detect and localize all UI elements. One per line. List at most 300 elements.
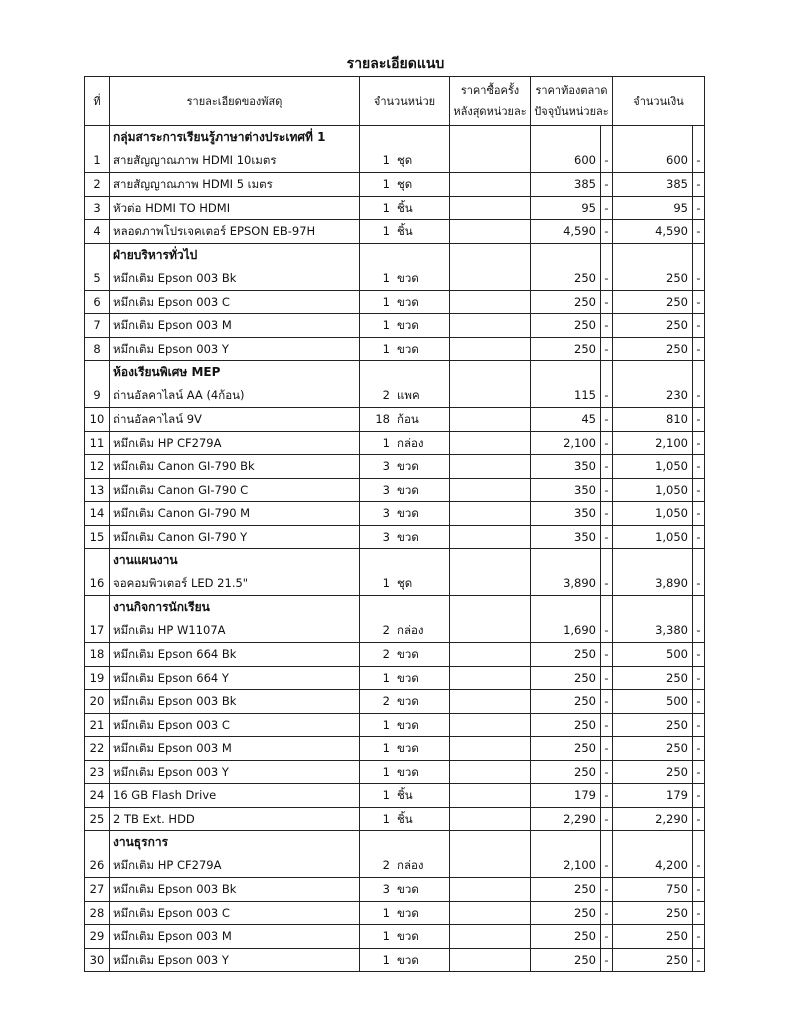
item-last-price	[450, 666, 531, 690]
item-desc: หมึกเติม Epson 003 Y	[110, 337, 360, 361]
item-qty-cell	[360, 243, 450, 290]
item-no: 6	[85, 290, 110, 314]
item-qty-cell	[360, 290, 450, 314]
item-desc: หมึกเติม HP CF279A	[113, 858, 222, 872]
item-qty: 1	[382, 952, 390, 967]
item-last-price	[450, 690, 531, 714]
item-total: 250	[613, 243, 693, 290]
item-no: 7	[85, 314, 110, 338]
item-unit: ขวด	[397, 764, 419, 779]
item-no: 14	[85, 502, 110, 526]
header-desc: รายละเอียดของพัสดุ	[110, 77, 360, 126]
item-unit: ชุด	[397, 153, 413, 167]
item-unit: ขวด	[397, 459, 419, 474]
item-qty: 1	[382, 435, 390, 450]
header-market-price-line1: ราคาท้องตลาด	[535, 84, 608, 97]
item-total: 250	[613, 666, 693, 690]
item-last-price	[450, 126, 531, 173]
item-market-price: 250	[531, 925, 601, 949]
item-market-price: 350	[531, 478, 601, 502]
total-dash: -	[693, 831, 705, 878]
item-desc: หัวต่อ HDMI TO HDMI	[110, 196, 360, 220]
table-row	[85, 243, 705, 290]
item-no: 19	[85, 666, 110, 690]
item-unit: กล่อง	[397, 435, 424, 450]
item-market-price: 250	[531, 314, 601, 338]
item-market-price: 2,290	[531, 807, 601, 831]
item-total: 2,290	[613, 807, 693, 831]
item-last-price	[450, 831, 531, 878]
total-dash: -	[693, 760, 705, 784]
price-dash: -	[601, 502, 613, 526]
table-row	[85, 408, 705, 432]
item-market-price: 250	[531, 948, 601, 972]
item-last-price	[450, 784, 531, 808]
item-no: 9	[85, 361, 110, 408]
item-no: 11	[85, 431, 110, 455]
price-dash: -	[601, 878, 613, 902]
item-total: 385	[613, 173, 693, 197]
item-unit: ขวด	[397, 647, 419, 662]
item-qty-cell	[360, 126, 450, 173]
item-desc-cell	[110, 243, 360, 290]
item-desc: หมึกเติม Canon GI-790 Y	[110, 525, 360, 549]
item-total: 500	[613, 643, 693, 667]
item-qty: 18	[375, 412, 390, 427]
item-last-price	[450, 314, 531, 338]
header-last-price	[450, 77, 531, 126]
price-dash: -	[601, 455, 613, 479]
item-unit: ขวด	[397, 952, 419, 967]
item-unit: ชิ้น	[397, 224, 413, 239]
item-no: 20	[85, 690, 110, 714]
price-dash: -	[601, 431, 613, 455]
item-qty-cell	[360, 337, 450, 361]
item-no: 22	[85, 737, 110, 761]
item-qty-cell	[360, 173, 450, 197]
total-dash: -	[693, 737, 705, 761]
item-unit: ขวด	[397, 694, 419, 709]
item-total: 1,050	[613, 455, 693, 479]
header-last-price-line2: หลังสุดหน่วยละ	[453, 105, 527, 118]
item-unit: ขวด	[397, 318, 419, 333]
table-row	[85, 337, 705, 361]
item-desc: 2 TB Ext. HDD	[110, 807, 360, 831]
price-dash: -	[601, 713, 613, 737]
total-dash: -	[693, 878, 705, 902]
price-dash: -	[601, 737, 613, 761]
item-unit: ขวด	[397, 741, 419, 756]
price-dash: -	[601, 807, 613, 831]
item-last-price	[450, 549, 531, 596]
item-market-price: 1,690	[531, 596, 601, 643]
item-last-price	[450, 290, 531, 314]
item-last-price	[450, 243, 531, 290]
item-last-price	[450, 878, 531, 902]
item-total: 250	[613, 760, 693, 784]
item-desc: หมึกเติม Epson 003 M	[110, 314, 360, 338]
price-dash: -	[601, 220, 613, 244]
item-total: 250	[613, 925, 693, 949]
price-dash: -	[601, 690, 613, 714]
item-market-price: 250	[531, 737, 601, 761]
total-dash: -	[693, 337, 705, 361]
item-qty-cell	[360, 760, 450, 784]
item-qty-cell	[360, 948, 450, 972]
table-row	[85, 643, 705, 667]
item-market-price: 2,100	[531, 431, 601, 455]
item-desc: สายสัญญาณภาพ HDMI 10เมตร	[113, 153, 277, 167]
total-dash: -	[693, 173, 705, 197]
item-desc: หมึกเติม Epson 003 Bk	[113, 270, 237, 285]
item-last-price	[450, 173, 531, 197]
items-table	[84, 76, 705, 972]
item-qty-cell	[360, 408, 450, 432]
item-total: 250	[613, 737, 693, 761]
price-dash: -	[601, 549, 613, 596]
total-dash: -	[693, 455, 705, 479]
header-last-price-line1: ราคาซื้อครั้ง	[460, 84, 520, 97]
item-no: 25	[85, 807, 110, 831]
item-last-price	[450, 431, 531, 455]
table-row	[85, 549, 705, 596]
table-row	[85, 878, 705, 902]
item-qty: 2	[382, 858, 390, 872]
item-unit: ชิ้น	[397, 200, 413, 215]
item-desc-cell	[110, 126, 360, 173]
item-desc: หมึกเติม Epson 003 M	[110, 737, 360, 761]
total-dash: -	[693, 713, 705, 737]
price-dash: -	[601, 243, 613, 290]
header-amount: จำนวนเงิน	[613, 77, 705, 126]
item-qty-cell	[360, 666, 450, 690]
table-row	[85, 690, 705, 714]
item-qty: 1	[382, 576, 390, 590]
item-no: 13	[85, 478, 110, 502]
item-desc: หมึกเติม Epson 003 C	[110, 901, 360, 925]
item-total: 810	[613, 408, 693, 432]
item-unit: กล่อง	[397, 623, 424, 637]
table-row	[85, 502, 705, 526]
header-no: ที่	[85, 77, 110, 126]
item-desc: หมึกเติม Epson 003 M	[110, 925, 360, 949]
total-dash: -	[693, 901, 705, 925]
header-market-price-line2: ปัจจุบันหน่วยละ	[534, 105, 609, 118]
item-unit: ขวด	[397, 482, 419, 497]
item-desc: หมึกเติม Epson 003 Y	[110, 760, 360, 784]
price-dash: -	[601, 361, 613, 408]
item-last-price	[450, 596, 531, 643]
item-qty: 1	[382, 177, 390, 192]
item-qty-cell	[360, 361, 450, 408]
item-market-price: 115	[531, 361, 601, 408]
item-unit: แพค	[397, 388, 420, 402]
item-desc-cell	[110, 831, 360, 878]
item-desc: หมึกเติม Epson 003 C	[110, 713, 360, 737]
price-dash: -	[601, 643, 613, 667]
price-dash: -	[601, 666, 613, 690]
item-qty: 1	[382, 341, 390, 356]
item-market-price: 250	[531, 643, 601, 667]
item-qty: 3	[382, 506, 390, 521]
item-qty: 1	[382, 764, 390, 779]
item-qty: 1	[382, 788, 390, 803]
item-desc: ถ่านอัลคาไลน์ 9V	[110, 408, 360, 432]
item-total: 250	[613, 314, 693, 338]
item-last-price	[450, 196, 531, 220]
item-total: 1,050	[613, 478, 693, 502]
item-qty: 2	[382, 388, 390, 402]
price-dash: -	[601, 126, 613, 173]
item-qty-cell	[360, 713, 450, 737]
table-row	[85, 290, 705, 314]
item-no: 5	[85, 243, 110, 290]
item-no: 30	[85, 948, 110, 972]
item-market-price: 250	[531, 878, 601, 902]
group-title: งานแผนงาน	[113, 553, 178, 567]
item-desc: ถ่านอัลคาไลน์ AA (4ก้อน)	[113, 388, 245, 402]
item-desc: หมึกเติม Epson 003 Bk	[110, 690, 360, 714]
item-unit: ขวด	[397, 529, 419, 544]
item-market-price: 4,590	[531, 220, 601, 244]
item-unit: ขวด	[397, 717, 419, 732]
table-row	[85, 666, 705, 690]
item-market-price: 385	[531, 173, 601, 197]
table-row	[85, 314, 705, 338]
item-no: 17	[85, 596, 110, 643]
item-unit: ขวด	[397, 670, 419, 685]
price-dash: -	[601, 196, 613, 220]
item-qty: 1	[382, 270, 390, 285]
item-total: 230	[613, 361, 693, 408]
item-market-price: 250	[531, 666, 601, 690]
item-qty: 1	[382, 811, 390, 826]
item-qty-cell	[360, 478, 450, 502]
item-desc: หมึกเติม Epson 664 Y	[110, 666, 360, 690]
item-qty-cell	[360, 596, 450, 643]
table-row	[85, 126, 705, 173]
item-last-price	[450, 478, 531, 502]
item-total: 4,590	[613, 220, 693, 244]
table-row	[85, 807, 705, 831]
price-dash: -	[601, 784, 613, 808]
item-qty: 3	[382, 459, 390, 474]
total-dash: -	[693, 925, 705, 949]
item-no: 21	[85, 713, 110, 737]
group-title: งานกิจการนักเรียน	[113, 600, 210, 614]
table-row	[85, 713, 705, 737]
item-qty-cell	[360, 525, 450, 549]
item-unit: กล่อง	[397, 858, 424, 872]
table-row	[85, 901, 705, 925]
item-market-price: 179	[531, 784, 601, 808]
item-total: 3,890	[613, 549, 693, 596]
table-body	[85, 126, 705, 972]
item-qty: 1	[382, 717, 390, 732]
item-desc-cell	[110, 361, 360, 408]
price-dash: -	[601, 831, 613, 878]
item-no: 1	[85, 126, 110, 173]
total-dash: -	[693, 807, 705, 831]
item-total: 1,050	[613, 525, 693, 549]
item-last-price	[450, 525, 531, 549]
table-row	[85, 737, 705, 761]
item-qty: 3	[382, 529, 390, 544]
item-qty-cell	[360, 737, 450, 761]
price-dash: -	[601, 337, 613, 361]
item-desc: หมึกเติม Canon GI-790 C	[110, 478, 360, 502]
item-qty-cell	[360, 196, 450, 220]
group-title: ห้องเรียนพิเศษ MEP	[113, 365, 221, 379]
total-dash: -	[693, 196, 705, 220]
group-title: งานธุรการ	[113, 835, 169, 849]
item-unit: ชุด	[397, 576, 413, 590]
price-dash: -	[601, 948, 613, 972]
total-dash: -	[693, 596, 705, 643]
item-market-price: 600	[531, 126, 601, 173]
total-dash: -	[693, 431, 705, 455]
item-last-price	[450, 361, 531, 408]
item-desc: หมึกเติม HP CF279A	[110, 431, 360, 455]
item-qty-cell	[360, 220, 450, 244]
item-qty: 1	[382, 741, 390, 756]
total-dash: -	[693, 525, 705, 549]
total-dash: -	[693, 690, 705, 714]
item-no: 28	[85, 901, 110, 925]
item-qty-cell	[360, 901, 450, 925]
table-row	[85, 173, 705, 197]
item-last-price	[450, 760, 531, 784]
item-qty: 3	[382, 882, 390, 897]
item-total: 179	[613, 784, 693, 808]
item-no: 23	[85, 760, 110, 784]
item-desc: หมึกเติม Epson 003 C	[110, 290, 360, 314]
item-market-price: 250	[531, 690, 601, 714]
item-no: 10	[85, 408, 110, 432]
item-total: 95	[613, 196, 693, 220]
item-qty: 1	[382, 670, 390, 685]
table-row	[85, 596, 705, 643]
item-market-price: 350	[531, 525, 601, 549]
item-total: 600	[613, 126, 693, 173]
document-title: รายละเอียดแนบ	[346, 56, 445, 72]
item-last-price	[450, 502, 531, 526]
item-qty: 1	[382, 153, 390, 167]
item-qty: 2	[382, 623, 390, 637]
item-qty-cell	[360, 549, 450, 596]
item-total: 500	[613, 690, 693, 714]
item-qty-cell	[360, 925, 450, 949]
item-qty-cell	[360, 502, 450, 526]
item-last-price	[450, 713, 531, 737]
item-unit: ก้อน	[397, 412, 419, 427]
header-qty: จำนวนหน่วย	[360, 77, 450, 126]
item-last-price	[450, 643, 531, 667]
item-qty: 1	[382, 318, 390, 333]
item-qty: 1	[382, 200, 390, 215]
table-row	[85, 948, 705, 972]
item-desc: หมึกเติม HP W1107A	[113, 623, 226, 637]
item-last-price	[450, 807, 531, 831]
item-desc: หลอดภาพโปรเจคเตอร์ EPSON EB-97H	[110, 220, 360, 244]
item-market-price: 2,100	[531, 831, 601, 878]
table-row	[85, 760, 705, 784]
item-market-price: 350	[531, 455, 601, 479]
total-dash: -	[693, 290, 705, 314]
item-total: 2,100	[613, 431, 693, 455]
item-last-price	[450, 408, 531, 432]
table-row	[85, 784, 705, 808]
total-dash: -	[693, 220, 705, 244]
item-desc: หมึกเติม Canon GI-790 M	[110, 502, 360, 526]
total-dash: -	[693, 784, 705, 808]
item-qty-cell	[360, 643, 450, 667]
total-dash: -	[693, 361, 705, 408]
item-last-price	[450, 220, 531, 244]
price-dash: -	[601, 314, 613, 338]
item-no: 8	[85, 337, 110, 361]
item-no: 2	[85, 173, 110, 197]
item-total: 1,050	[613, 502, 693, 526]
price-dash: -	[601, 525, 613, 549]
item-qty: 1	[382, 224, 390, 239]
item-market-price: 250	[531, 713, 601, 737]
item-qty-cell	[360, 314, 450, 338]
item-qty-cell	[360, 831, 450, 878]
price-dash: -	[601, 408, 613, 432]
price-dash: -	[601, 478, 613, 502]
item-market-price: 250	[531, 290, 601, 314]
total-dash: -	[693, 666, 705, 690]
item-desc-cell	[110, 596, 360, 643]
item-qty: 1	[382, 929, 390, 944]
item-total: 250	[613, 948, 693, 972]
item-no: 3	[85, 196, 110, 220]
item-qty-cell	[360, 455, 450, 479]
item-qty: 1	[382, 294, 390, 309]
item-qty-cell	[360, 690, 450, 714]
item-unit: ขวด	[397, 341, 419, 356]
item-market-price: 250	[531, 243, 601, 290]
total-dash: -	[693, 243, 705, 290]
item-qty-cell	[360, 431, 450, 455]
table-row	[85, 431, 705, 455]
item-desc: หมึกเติม Epson 003 Y	[110, 948, 360, 972]
price-dash: -	[601, 173, 613, 197]
item-desc: สายสัญญาณภาพ HDMI 5 เมตร	[110, 173, 360, 197]
item-qty: 2	[382, 647, 390, 662]
header-row	[85, 77, 705, 126]
item-desc: จอคอมพิวเตอร์ LED 21.5"	[113, 576, 249, 590]
price-dash: -	[601, 290, 613, 314]
total-dash: -	[693, 643, 705, 667]
item-unit: ขวด	[397, 506, 419, 521]
item-market-price: 250	[531, 337, 601, 361]
item-total: 250	[613, 337, 693, 361]
price-dash: -	[601, 925, 613, 949]
item-total: 4,200	[613, 831, 693, 878]
item-no: 12	[85, 455, 110, 479]
total-dash: -	[693, 408, 705, 432]
item-desc: หมึกเติม Epson 664 Bk	[110, 643, 360, 667]
item-qty: 1	[382, 905, 390, 920]
item-market-price: 350	[531, 502, 601, 526]
item-no: 24	[85, 784, 110, 808]
item-last-price	[450, 337, 531, 361]
total-dash: -	[693, 502, 705, 526]
item-unit: ชิ้น	[397, 811, 413, 826]
item-total: 250	[613, 713, 693, 737]
